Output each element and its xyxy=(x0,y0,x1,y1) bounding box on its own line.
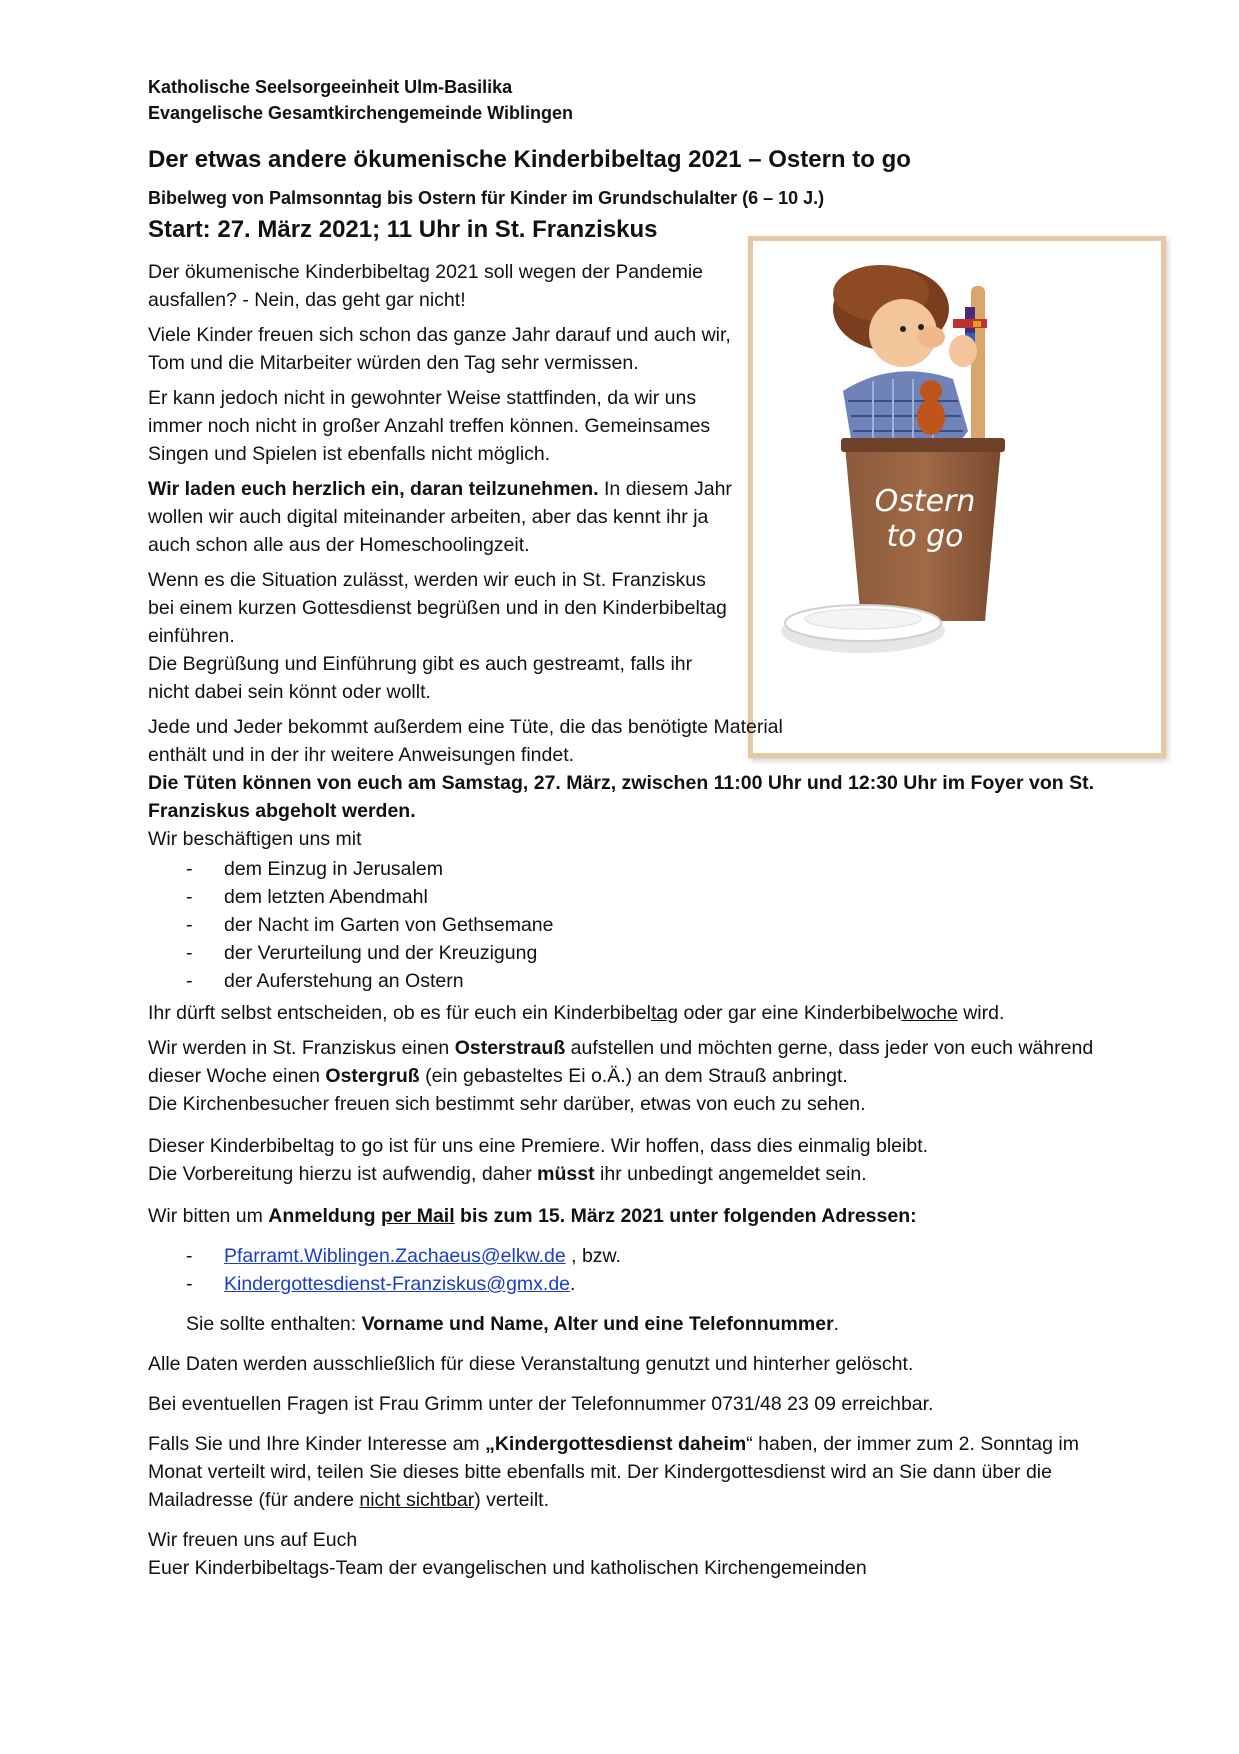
paragraph-bag: Jede und Jeder bekommt außerdem eine Tüte, die das benötigte Material enthält und in der ihr weitere Anweisungen findet. xyxy=(148,716,783,766)
org-evangelical: Evangelische Gesamtkirchengemeinde Wiblingen xyxy=(148,103,573,123)
paragraph-contents: Sie sollte enthalten: Vorname und Name, Alter und eine Telefonnummer. xyxy=(186,1313,840,1335)
paragraph-intro: Der ökumenische Kinderbibeltag 2021 soll wegen der Pandemie ausfallen? - Nein, das geht gar nicht! xyxy=(148,261,704,311)
list-item: - Kindergottesdienst-Franziskus@gmx.de. xyxy=(186,1273,576,1295)
paragraph-pickup xyxy=(148,769,1098,825)
cup-text-ostern: Ostern xyxy=(874,484,976,519)
paragraph-privacy: Alle Daten werden ausschließlich für diese Veranstaltung genutzt und hinterher gelöscht. xyxy=(148,1353,914,1375)
invitation-bold: Wir laden euch herzlich ein, daran teilzunehmen. xyxy=(148,478,599,500)
pickup-bold: Die Tüten können von euch am Samstag, 27. März, zwischen 11:00 Uhr und 12:30 Uhr im Foyer von St. Franziskus abgeholt werden. xyxy=(148,772,1094,822)
paragraph-service: Wenn es die Situation zulässt, werden wir euch in St. Franziskus bei einem kurzen Gottesdienst begrüßen und in den Kinderbibeltag einführen. xyxy=(148,569,727,647)
list-item: - dem letzten Abendmahl xyxy=(186,886,428,908)
paragraph-premiere: Dieser Kinderbibeltag to go ist für uns eine Premiere. Wir hoffen, dass dies einmalig bleibt. xyxy=(148,1135,929,1157)
closing-greeting: Wir freuen uns auf Euch xyxy=(148,1529,358,1551)
paragraph-kids: Viele Kinder freuen sich schon das ganze Jahr darauf und auch wir, Tom und die Mitarbeiter würden den Tag sehr vermissen. xyxy=(148,324,731,374)
invitation-rest: In diesem Jahr wollen wir auch digital miteinander arbeiten, aber das kennt ihr ja auch schon alle aus der Homeschoolingzeit. xyxy=(148,478,732,556)
paragraph-topics-intro: Wir beschäftigen uns mit xyxy=(148,828,362,850)
email-link-zachaeus[interactable]: Pfarramt.Wiblingen.Zachaeus@elkw.de xyxy=(224,1245,566,1267)
list-item: - der Auferstehung an Ostern xyxy=(186,970,464,992)
email-link-franziskus[interactable]: Kindergottesdienst-Franziskus@gmx.de xyxy=(224,1273,571,1295)
paragraph-invitation xyxy=(148,475,733,559)
list-item: - der Verurteilung und der Kreuzigung xyxy=(186,942,538,964)
start-info: Start: 27. März 2021; 11 Uhr in St. Franziskus xyxy=(148,216,658,243)
paragraph-registration: Wir bitten um Anmeldung per Mail bis zum 15. März 2021 unter folgenden Adressen: xyxy=(148,1205,917,1227)
paragraph-registration-required: Die Vorbereitung hierzu ist aufwendig, daher müsst ihr unbedingt angemeldet sein. xyxy=(148,1163,867,1185)
closing-signature: Euer Kinderbibeltags-Team der evangelischen und katholischen Kirchengemeinden xyxy=(148,1557,867,1579)
document-body xyxy=(148,74,1098,1589)
list-item: - dem Einzug in Jerusalem xyxy=(186,858,443,880)
paragraph-kindergottesdienst: Falls Sie und Ihre Kinder Interesse am „Kindergottesdienst daheim“ haben, der immer zum 2. Sonntag im Monat verteilt wird, teilen Sie dieses bitte ebenfalls mit. Der Kindergottesdienst wird an Sie dann über die Mailadresse (für andere nicht sichtbar) verteilt. xyxy=(148,1433,1079,1511)
email-list xyxy=(148,1242,1098,1298)
page-subtitle: Bibelweg von Palmsonntag bis Ostern für Kinder im Grundschulalter (6 – 10 J.) xyxy=(148,188,825,208)
org-catholic: Katholische Seelsorgeeinheit Ulm-Basilika xyxy=(148,77,513,97)
cup-text-to-go: to go xyxy=(886,519,964,554)
paragraph-stream: Die Begrüßung und Einführung gibt es auch gestreamt, falls ihr nicht dabei sein könnt oder wollt. xyxy=(148,653,693,703)
list-item: - Pfarramt.Wiblingen.Zachaeus@elkw.de , bzw. xyxy=(186,1245,621,1267)
paragraph-visitors: Die Kirchenbesucher freuen sich bestimmt sehr darüber, etwas von euch zu sehen. xyxy=(148,1093,866,1115)
list-item: - der Nacht im Garten von Gethsemane xyxy=(186,914,554,936)
page-title: Der etwas andere ökumenische Kinderbibeltag 2021 – Ostern to go xyxy=(148,146,911,173)
paragraph-restrictions: Er kann jedoch nicht in gewohnter Weise stattfinden, da wir uns immer noch nicht in großer Anzahl treffen können. Gemeinsames Singen und Spielen ist ebenfalls nicht möglich. xyxy=(148,387,711,465)
topics-list xyxy=(148,855,1098,995)
paragraph-questions: Bei eventuellen Fragen ist Frau Grimm unter der Telefonnummer 0731/48 23 09 erreichbar. xyxy=(148,1393,934,1415)
paragraph-easter-bouquet: Wir werden in St. Franziskus einen Osterstrauß aufstellen und möchten gerne, dass jeder von euch während dieser Woche einen Ostergruß (ein gebasteltes Ei o.Ä.) an dem Strauß anbringt. xyxy=(148,1037,1094,1087)
paragraph-choice: Ihr dürft selbst entscheiden, ob es für euch ein Kinderbibeltag oder gar eine Kinderbibelwoche wird. xyxy=(148,1002,1005,1024)
